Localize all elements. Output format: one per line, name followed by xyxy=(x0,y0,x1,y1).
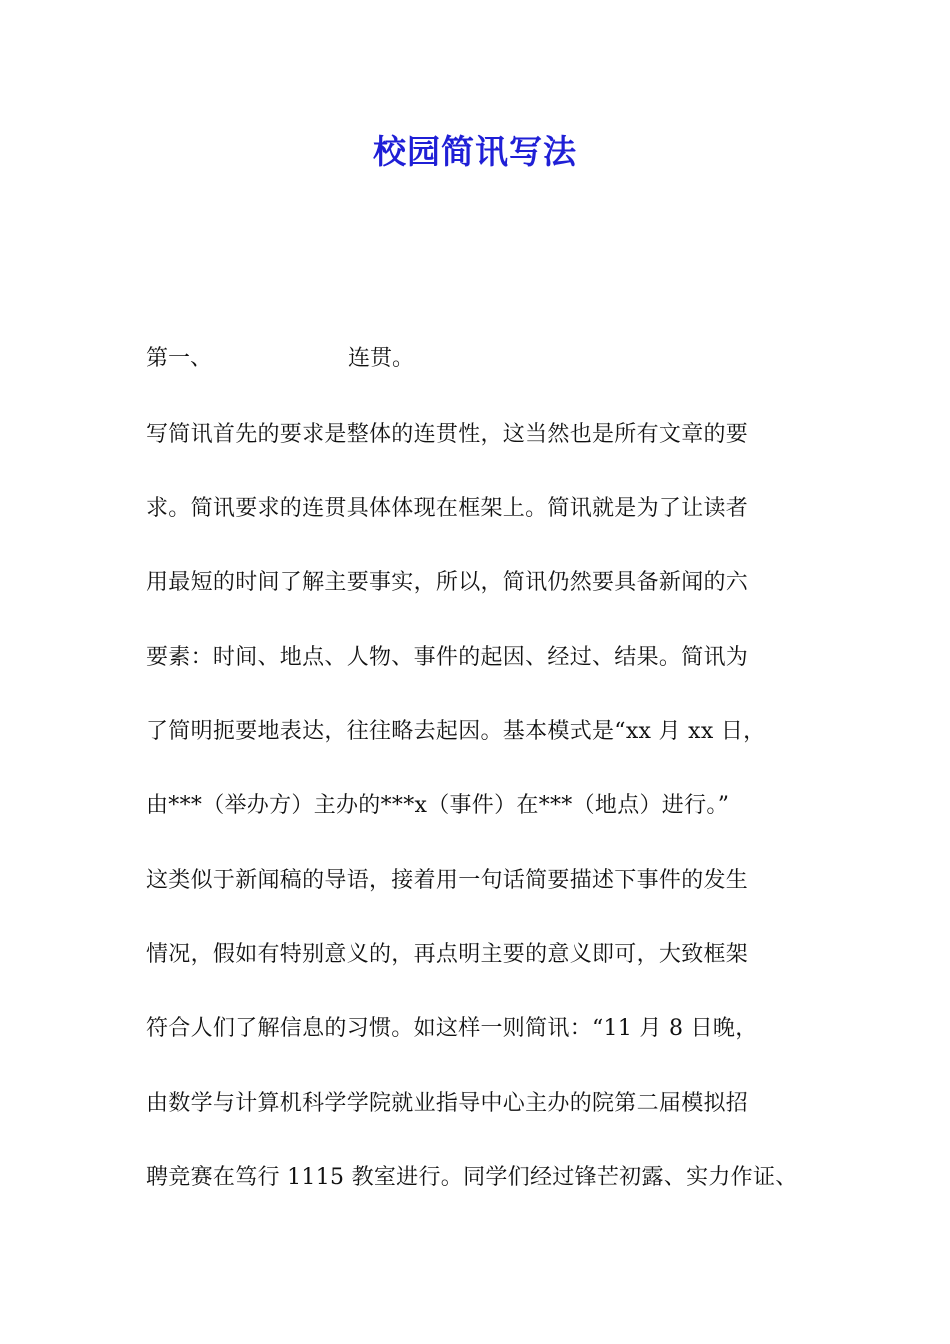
body-line: 由数学与计算机科学学院就业指导中心主办的院第二届模拟招 xyxy=(146,1091,749,1116)
section-name: 连贯。 xyxy=(348,346,415,371)
body-line: 情况，假如有特别意义的，再点明主要的意义即可，大致框架 xyxy=(146,942,749,967)
body-line: 写简讯首先的要求是整体的连贯性，这当然也是所有文章的要 xyxy=(146,422,749,447)
body-line: 这类似于新闻稿的导语，接着用一句话简要描述下事件的发生 xyxy=(146,868,749,893)
document-title: 校园简讯写法 xyxy=(373,132,577,171)
body-line: 要素：时间、地点、人物、事件的起因、经过、结果。简讯为 xyxy=(146,645,749,670)
section-number: 第一、 xyxy=(146,346,213,371)
body-line: 由***（举办方）主办的***x（事件）在***（地点）进行。” xyxy=(146,793,730,818)
body-line: 符合人们了解信息的习惯。如这样一则简讯：“11 月 8 日晚， xyxy=(146,1016,758,1041)
body-line: 了简明扼要地表达，往往略去起因。基本模式是“xx 月 xx 日， xyxy=(146,719,766,744)
body-line: 聘竞赛在笃行 1115 教室进行。同学们经过锋芒初露、实力作证、 xyxy=(146,1165,798,1190)
body-line: 求。简讯要求的连贯具体体现在框架上。简讯就是为了让读者 xyxy=(146,496,749,521)
body-line: 用最短的时间了解主要事实，所以，简讯仍然要具备新闻的六 xyxy=(146,570,749,595)
